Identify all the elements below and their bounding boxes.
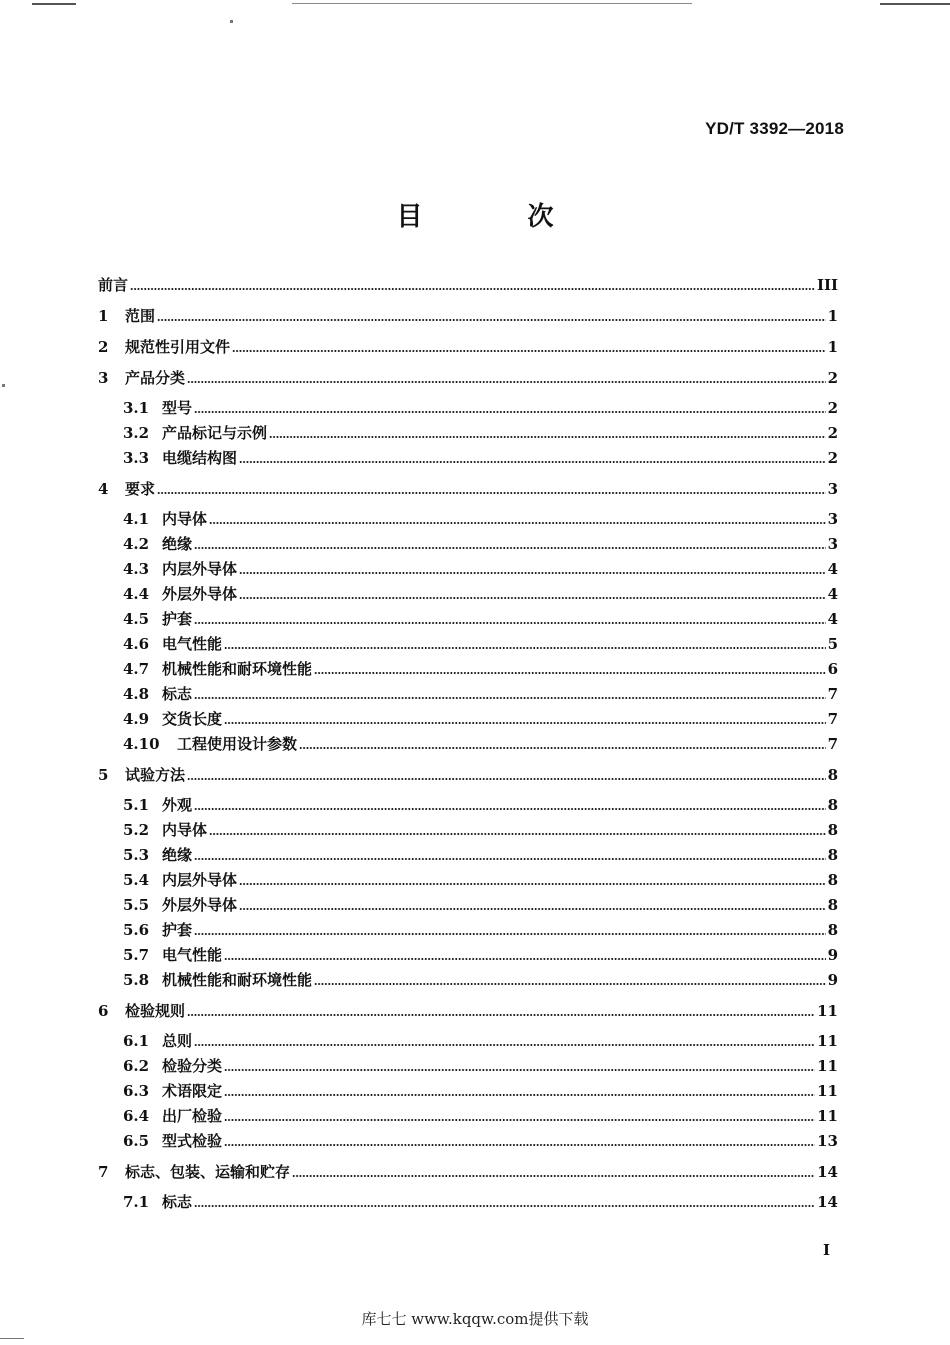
toc-entry-number: 7.1 [123,1193,150,1211]
scan-artifact-mark [0,1338,24,1339]
page-number: I [822,1241,830,1259]
toc-entry-number: 5.8 [123,971,150,989]
toc-entry-number: 3 [98,369,109,387]
toc-leader-dots [194,858,826,860]
toc-entry-label: 绝缘 [162,535,193,553]
toc-entry-label: 总则 [162,1032,193,1050]
toc-entry-label: 护套 [162,921,193,939]
toc-entry-number: 5.7 [123,946,150,964]
toc-entry-label: 绝缘 [162,846,193,864]
toc-leader-dots [224,1144,815,1146]
toc-entry[interactable] [98,870,838,890]
toc-entry-page: 4 [827,585,838,603]
toc-entry-number: 7 [98,1163,109,1181]
toc-entry-number: 4.3 [123,560,150,578]
toc-leader-dots [187,778,826,780]
scan-artifact-line [292,3,692,4]
toc-entry-number: 6.1 [123,1032,150,1050]
toc-entry[interactable] [98,534,838,554]
toc-entry-label: 外层外导体 [162,896,238,914]
toc-entry-number: 3.3 [123,449,150,467]
toc-entry-page: 6 [827,660,838,678]
scan-artifact-line [32,3,76,5]
toc-leader-dots [292,1175,815,1177]
toc-entry-label: 产品标记与示例 [162,424,268,442]
toc-entry-page: 8 [827,766,838,784]
toc-entry[interactable] [98,398,838,418]
toc-entry[interactable] [98,820,838,840]
toc-leader-dots [224,1119,815,1121]
toc-entry[interactable] [98,684,838,704]
toc-entry-label: 型式检验 [162,1132,223,1150]
toc-leader-dots [194,808,826,810]
toc-leader-dots [194,697,826,699]
toc-entry-page: 8 [827,896,838,914]
toc-entry[interactable] [98,423,838,443]
toc-leader-dots [314,983,826,985]
toc-entry-page: 2 [827,449,838,467]
toc-entry-page: 11 [817,1107,838,1125]
toc-leader-dots [232,350,826,352]
page-title: 目 次 [396,202,602,232]
download-footer: 库七七 www.kqqw.com提供下载 [361,1310,589,1328]
toc-entry[interactable] [98,1131,838,1151]
toc-entry-page: 14 [817,1193,838,1211]
toc-entry[interactable] [98,970,838,990]
toc-entry-label: 工程使用设计参数 [177,735,298,753]
toc-entry-label: 检验规则 [125,1002,186,1020]
toc-entry-page: 3 [827,535,838,553]
toc-entry[interactable] [98,368,838,388]
toc-leader-dots [209,833,826,835]
toc-entry[interactable] [98,895,838,915]
toc-entry[interactable] [98,659,838,679]
toc-entry-number: 4.10 [123,735,160,753]
toc-entry-page: 2 [827,369,838,387]
toc-entry-page: 11 [817,1082,838,1100]
toc-entry-number: 5.1 [123,796,150,814]
toc-entry-label: 范围 [125,307,156,325]
toc-entry-number: 4 [98,480,109,498]
toc-entry-number: 6 [98,1002,109,1020]
toc-entry-page: 13 [817,1132,838,1150]
toc-entry-label: 护套 [162,610,193,628]
document-id: YD/T 3392—2018 [705,119,844,138]
toc-leader-dots [209,522,826,524]
toc-entry[interactable] [98,1031,838,1051]
toc-entry-label: 内层外导体 [162,871,238,889]
toc-leader-dots [269,436,826,438]
toc-entry-page: 5 [827,635,838,653]
toc-entry-page: 11 [817,1032,838,1050]
scan-artifact-mark [2,384,5,387]
toc-entry-label: 前言 [98,276,129,294]
toc-entry-page: 3 [827,510,838,528]
toc-entry[interactable] [98,1192,838,1212]
toc-entry-number: 1 [98,307,109,325]
toc-entry-label: 标志 [162,685,193,703]
toc-entry-page: 8 [827,821,838,839]
toc-entry-page: 7 [827,735,838,753]
toc-entry-number: 4.7 [123,660,150,678]
toc-entry[interactable] [98,448,838,468]
toc-entry[interactable] [98,845,838,865]
toc-entry-page: 8 [827,871,838,889]
toc-entry-number: 4.9 [123,710,150,728]
toc-entry-page: 11 [817,1002,838,1020]
toc-entry[interactable] [98,1081,838,1101]
toc-leader-dots [224,1094,815,1096]
toc-entry-page: III [816,276,838,294]
toc-entry-number: 5 [98,766,109,784]
toc-entry-number: 6.5 [123,1132,150,1150]
toc-leader-dots [239,572,826,574]
toc-entry-label: 标志、包装、运输和贮存 [125,1163,291,1181]
toc-leader-dots [130,288,815,290]
toc-entry-label: 电气性能 [162,635,223,653]
toc-entry[interactable] [98,609,838,629]
toc-leader-dots [194,1205,815,1207]
toc-leader-dots [239,908,826,910]
toc-leader-dots [299,747,826,749]
toc-entry-number: 5.4 [123,871,150,889]
toc-entry-number: 6.4 [123,1107,150,1125]
toc-leader-dots [194,547,826,549]
toc-entry-label: 术语限定 [162,1082,223,1100]
toc-entry-page: 3 [827,480,838,498]
toc-entry-label: 内导体 [162,821,208,839]
toc-entry-label: 机械性能和耐环境性能 [162,971,313,989]
toc-entry-number: 4.5 [123,610,150,628]
toc-entry-page: 9 [827,971,838,989]
toc-entry[interactable] [98,634,838,654]
toc-entry[interactable] [98,337,838,357]
toc-entry-page: 14 [817,1163,838,1181]
toc-entry-page: 4 [827,560,838,578]
toc-entry-number: 5.2 [123,821,150,839]
scan-artifact-mark [230,20,233,23]
toc-entry-number: 2 [98,338,109,356]
toc-leader-dots [187,1014,815,1016]
toc-entry-label: 产品分类 [125,369,186,387]
toc-entry[interactable] [98,734,838,754]
toc-entry-page: 7 [827,710,838,728]
scan-artifact-line [880,3,950,5]
toc-entry-page: 8 [827,846,838,864]
toc-entry-page: 11 [817,1057,838,1075]
toc-entry-page: 8 [827,921,838,939]
toc-entry-page: 8 [827,796,838,814]
toc-leader-dots [157,492,826,494]
toc-entry[interactable] [98,795,838,815]
toc-leader-dots [194,933,826,935]
toc-entry-number: 6.2 [123,1057,150,1075]
toc-entry-number: 5.6 [123,921,150,939]
toc-entry[interactable] [98,479,838,499]
toc-entry-label: 检验分类 [162,1057,223,1075]
toc-entry-label: 电缆结构图 [162,449,238,467]
toc-leader-dots [224,647,826,649]
toc-entry-number: 4.2 [123,535,150,553]
toc-entry[interactable] [98,945,838,965]
toc-leader-dots [194,411,826,413]
toc-entry-number: 5.3 [123,846,150,864]
toc-entry-number: 4.6 [123,635,150,653]
toc-leader-dots [224,1069,815,1071]
toc-entry[interactable] [98,1001,838,1021]
toc-entry-page: 9 [827,946,838,964]
toc-entry-label: 内导体 [162,510,208,528]
toc-entry-label: 规范性引用文件 [125,338,231,356]
table-of-contents [98,275,838,1212]
toc-entry-label: 外观 [162,796,193,814]
toc-entry-page: 1 [827,307,838,325]
toc-entry-label: 电气性能 [162,946,223,964]
toc-entry-label: 机械性能和耐环境性能 [162,660,313,678]
toc-leader-dots [187,381,826,383]
toc-entry-label: 标志 [162,1193,193,1211]
toc-entry[interactable] [98,709,838,729]
toc-entry-number: 4.4 [123,585,150,603]
toc-entry-page: 2 [827,424,838,442]
toc-leader-dots [194,1044,815,1046]
toc-entry-label: 交货长度 [162,710,223,728]
toc-entry[interactable] [98,584,838,604]
toc-leader-dots [224,722,826,724]
toc-entry[interactable] [98,509,838,529]
toc-entry-number: 6.3 [123,1082,150,1100]
toc-entry-number: 3.1 [123,399,150,417]
toc-entry-label: 型号 [162,399,193,417]
toc-entry-page: 1 [827,338,838,356]
toc-entry-number: 3.2 [123,424,150,442]
toc-entry-number: 4.8 [123,685,150,703]
toc-leader-dots [239,597,826,599]
toc-entry[interactable] [98,1106,838,1126]
toc-entry-number: 5.5 [123,896,150,914]
toc-leader-dots [157,319,826,321]
toc-leader-dots [239,461,826,463]
toc-entry-label: 试验方法 [125,766,186,784]
toc-entry[interactable] [98,765,838,785]
toc-entry-label: 内层外导体 [162,560,238,578]
toc-entry-page: 4 [827,610,838,628]
toc-leader-dots [314,672,826,674]
toc-entry[interactable] [98,559,838,579]
toc-leader-dots [194,622,826,624]
toc-entry[interactable] [98,1056,838,1076]
toc-entry-page: 2 [827,399,838,417]
toc-leader-dots [239,883,826,885]
toc-entry[interactable] [98,306,838,326]
toc-entry-label: 要求 [125,480,156,498]
toc-entry-label: 外层外导体 [162,585,238,603]
toc-leader-dots [224,958,826,960]
toc-entry-number: 4.1 [123,510,150,528]
toc-entry-label: 出厂检验 [162,1107,223,1125]
toc-entry-page: 7 [827,685,838,703]
toc-entry[interactable] [98,275,838,295]
toc-entry[interactable] [98,1162,838,1182]
toc-entry[interactable] [98,920,838,940]
